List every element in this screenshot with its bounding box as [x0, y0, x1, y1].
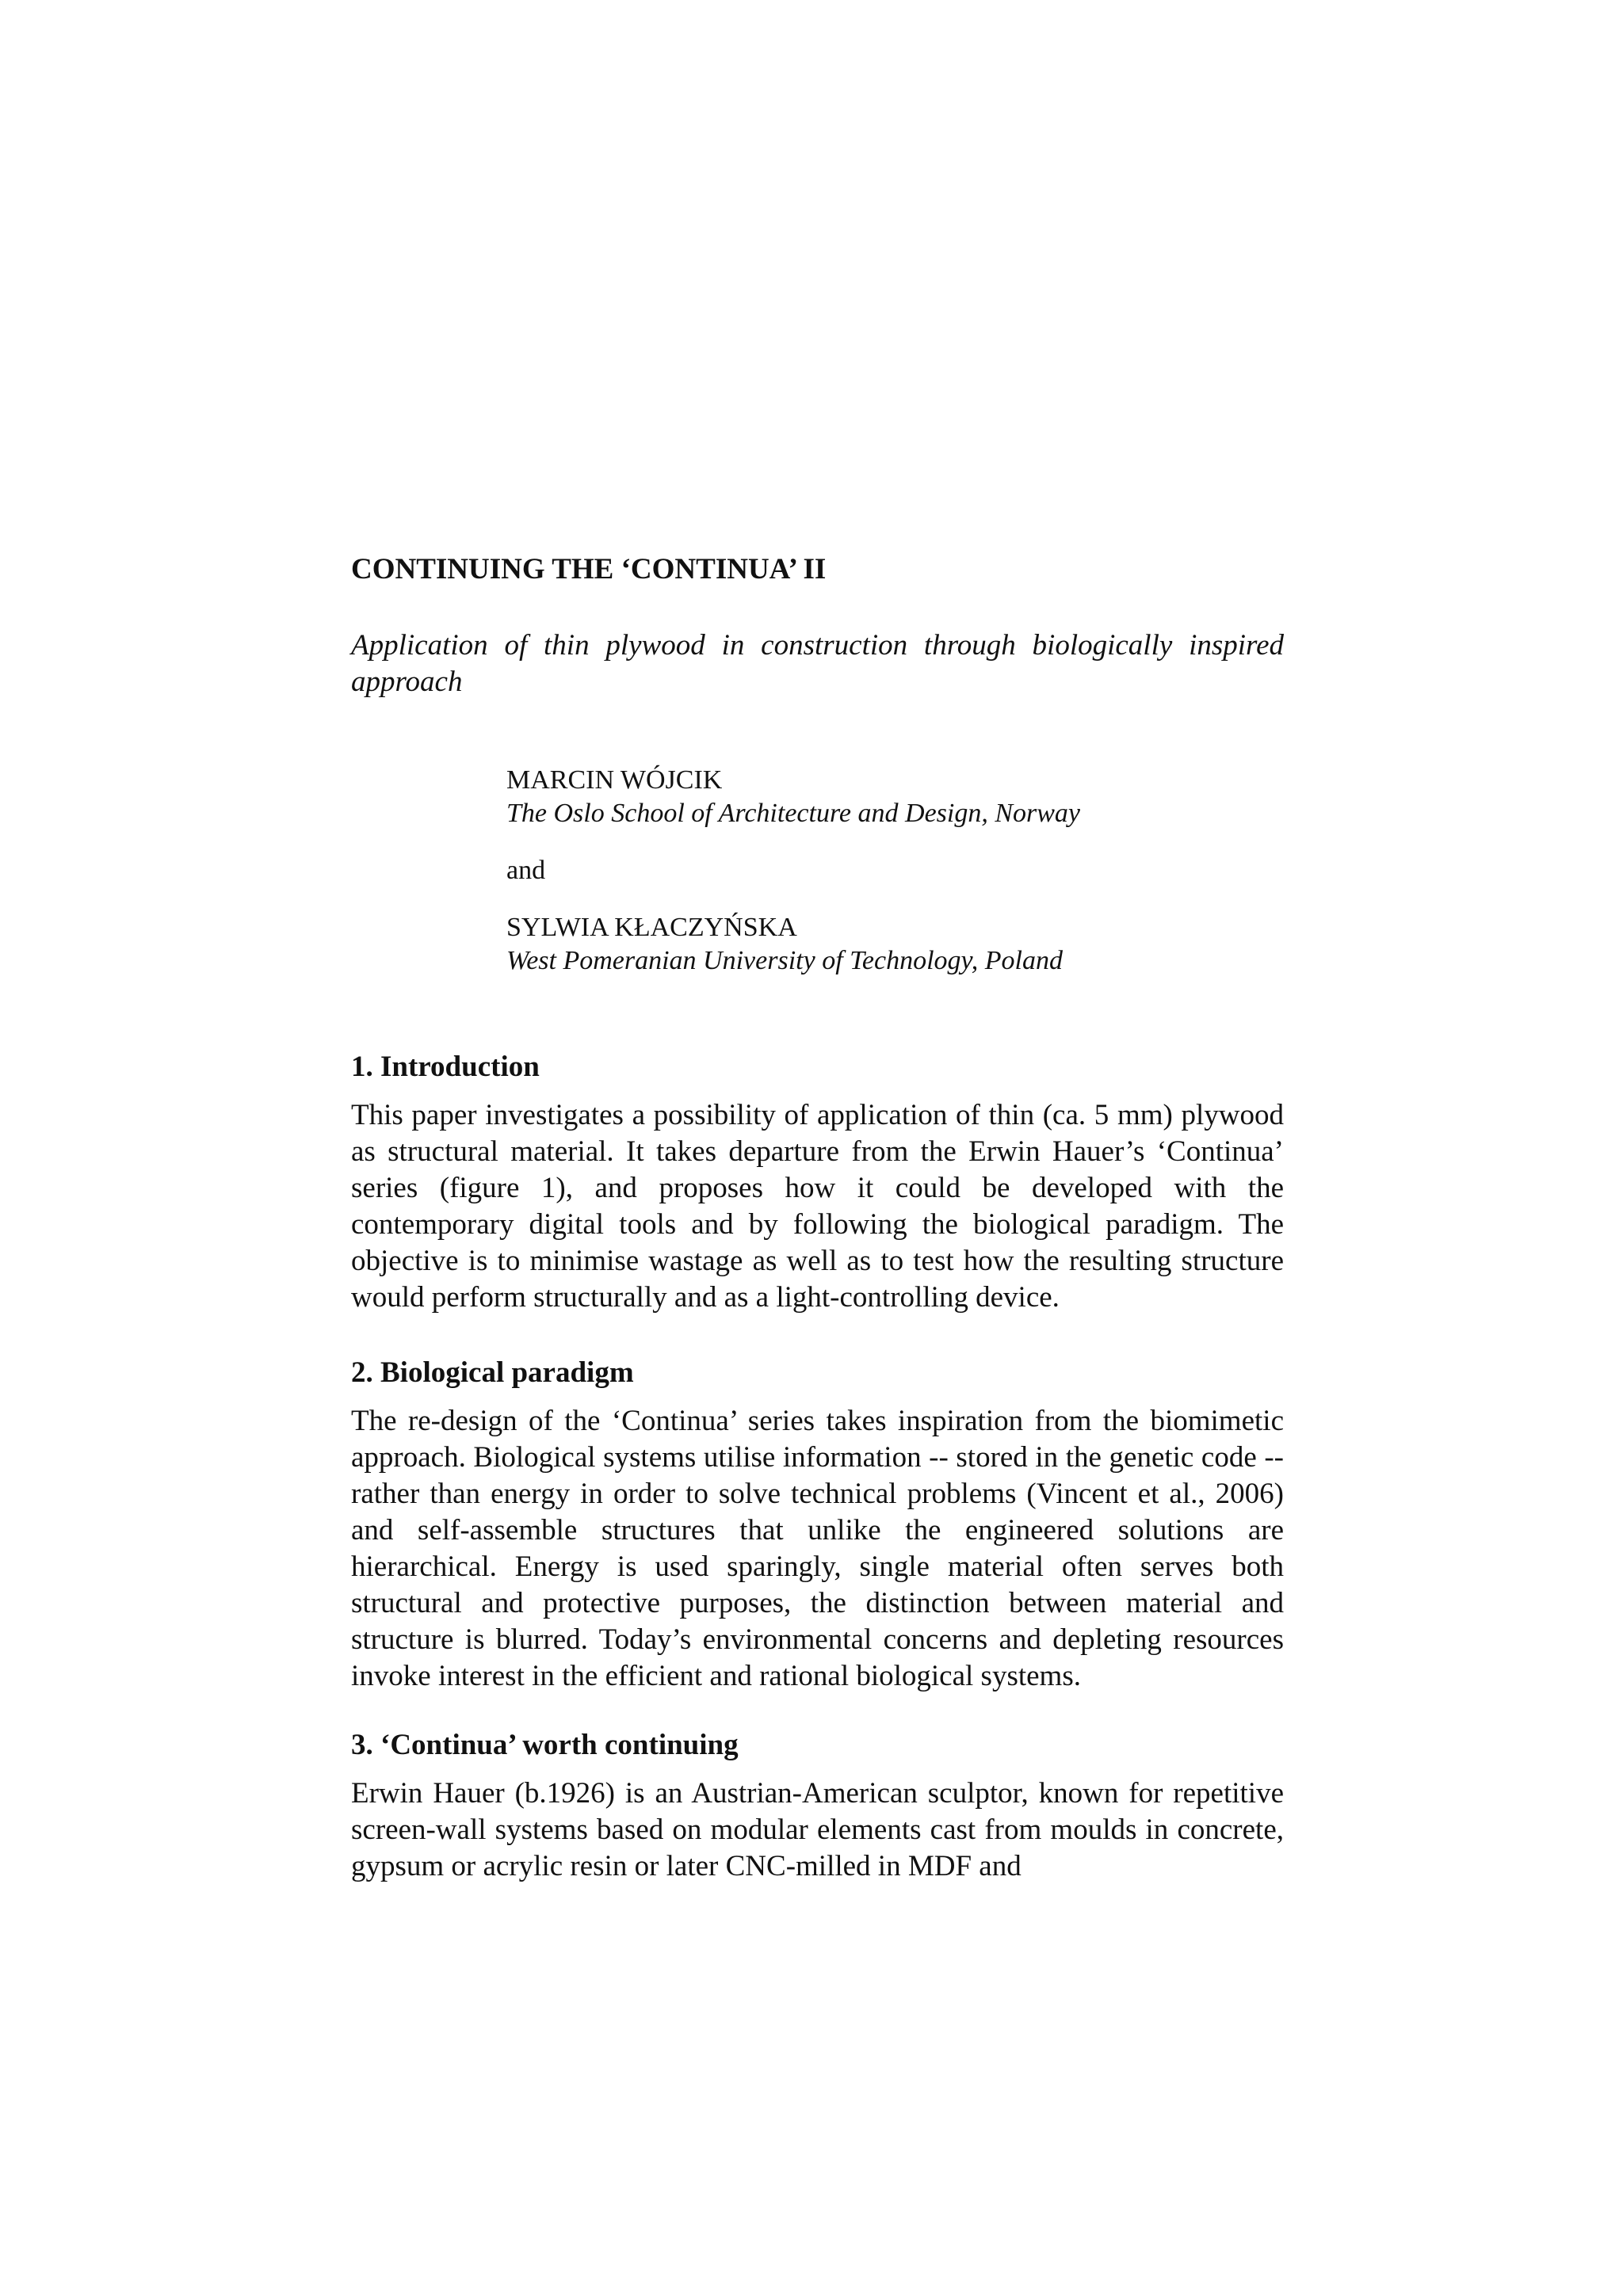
author-name-2: SYLWIA KŁACZYŃSKA — [506, 913, 797, 942]
author-affiliation-2: West Pomeranian University of Technology, Poland — [506, 946, 1063, 975]
author-block — [506, 764, 1283, 978]
section-heading-continua-worth-continuing: 3. ‘Continua’ worth continuing — [351, 1729, 739, 1761]
paper-title: CONTINUING THE ‘CONTINUA’ II — [351, 553, 827, 585]
section-heading-introduction: 1. Introduction — [351, 1051, 540, 1083]
paper-subtitle: Application of thin plywood in construction through biologically inspired approach — [351, 629, 1284, 698]
section-text-continua-worth-continuing: Erwin Hauer (b.1926) is an Austrian-American sculptor, known for repetitive screen-wall systems based on modular elements cast from moulds in concrete, gypsum or acrylic resin or later CNC-milled in MDF and — [351, 1777, 1284, 1882]
author-name-1: MARCIN WÓJCIK — [506, 765, 723, 795]
author-affiliation-1: The Oslo School of Architecture and Design, Norway — [506, 799, 1081, 828]
section-text-biological-paradigm: The re-design of the ‘Continua’ series takes inspiration from the biomimetic approach. Biological systems utilise information -- stored in the genetic code -- rather than energy in order to solve technical problems (Vincent et al., 2006) and self-assemble structures that unlike the engineered solutions are hierarchical. Energy is used sparingly, single material often serves both structural and protective purposes, the distinction between material and structure is blurred. Today’s environmental concerns and depleting resources invoke interest in the efficient and rational biological systems. — [351, 1405, 1284, 1692]
author-conjunction: and — [506, 856, 546, 885]
section-text-introduction: This paper investigates a possibility of application of thin (ca. 5 mm) plywood as structural material. It takes departure from the Erwin Hauer’s ‘Continua’ series (figure 1), and proposes how it could be developed with the contemporary digital tools and by following the biological paradigm. The objective is to minimise wastage as well as to test how the resulting structure would perform structurally and as a light-controlling device. — [351, 1099, 1284, 1314]
section-heading-biological-paradigm: 2. Biological paradigm — [351, 1356, 634, 1389]
